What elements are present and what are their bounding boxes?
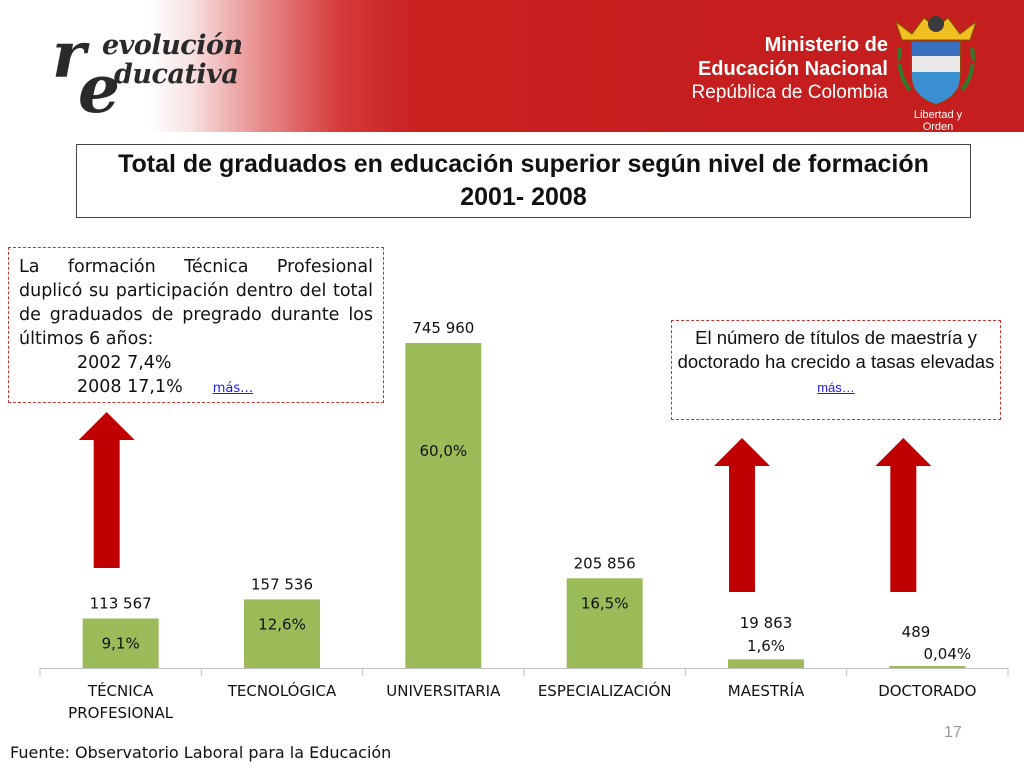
category-label-tecnica-profesional: TÉCNICA: [87, 682, 154, 700]
percent-label-tecnica-profesional: 9,1%: [101, 634, 140, 653]
technical-callout-text: La formación Técnica Profesional duplicó su participación dentro del total de graduados de pregrado durante los últimos 6 años:: [19, 257, 373, 349]
logo-letter-r: r: [52, 18, 86, 93]
growth-arrow-doctorado: [875, 438, 931, 592]
category-label-tecnica-profesional: PROFESIONAL: [68, 704, 174, 722]
percent-label-universitaria: 60,0%: [419, 442, 468, 460]
crest-motto: Libertad y Orden: [913, 109, 963, 133]
technical-callout-row2-text: 2008 17,1%: [77, 377, 183, 397]
percent-label-especializacion: 16,5%: [580, 594, 629, 613]
value-label-tecnologica: 157 536: [250, 575, 314, 594]
technical-callout-row1: 2002 7,4%: [77, 353, 172, 373]
growth-arrow-tecnica-profesional: [79, 412, 135, 568]
logo-text-line1: evolución: [102, 30, 243, 61]
logo-text-line2: ducativa: [114, 59, 239, 90]
growth-arrow-maestria: [714, 438, 770, 592]
category-label-doctorado: DOCTORADO: [878, 682, 977, 700]
technical-more-link[interactable]: más…: [212, 381, 254, 396]
category-label-tecnologica: TECNOLÓGICA: [227, 682, 337, 700]
source-note: Fuente: Observatorio Laboral para la Educación: [10, 743, 392, 762]
bar-universitaria: [405, 343, 481, 668]
postgraduate-callout-text: El número de títulos de maestría y doctorado ha crecido a tasas elevadas: [677, 327, 995, 372]
category-label-especializacion: ESPECIALIZACIÓN: [537, 682, 672, 700]
bar-especializacion: [567, 578, 643, 668]
value-label-especializacion: 205 856: [573, 554, 636, 573]
ministry-line1: Ministerio de: [764, 34, 888, 56]
slide-title: Total de graduados en educación superior según nivel de formación 2001- 2008: [76, 144, 971, 218]
technical-callout: [8, 247, 384, 403]
postgraduate-more-link[interactable]: más…: [817, 380, 855, 395]
ministry-line2: Educación Nacional: [697, 58, 888, 80]
category-label-universitaria: UNIVERSITARIA: [386, 682, 501, 700]
bar-doctorado: [889, 666, 965, 668]
category-label-maestria: MAESTRÍA: [727, 682, 805, 700]
value-label-maestria: 19 863: [739, 614, 793, 632]
value-label-tecnica-profesional: 113 567: [89, 594, 152, 613]
value-label-doctorado: 489: [901, 623, 931, 641]
value-label-universitaria: 745 960: [412, 319, 475, 337]
percent-label-tecnologica: 12,6%: [258, 615, 306, 634]
logo-letter-e: e: [78, 50, 120, 128]
percent-label-maestria: 1,6%: [746, 637, 786, 655]
bar-tecnologica: [244, 599, 320, 668]
technical-callout-row2: [19, 375, 373, 401]
ministry-line3: República de Colombia: [691, 82, 888, 103]
postgraduate-callout: [671, 320, 1001, 420]
percent-label-doctorado: 0,04%: [923, 645, 972, 663]
bar-maestria: [728, 659, 804, 668]
page-number: 17: [944, 724, 962, 741]
